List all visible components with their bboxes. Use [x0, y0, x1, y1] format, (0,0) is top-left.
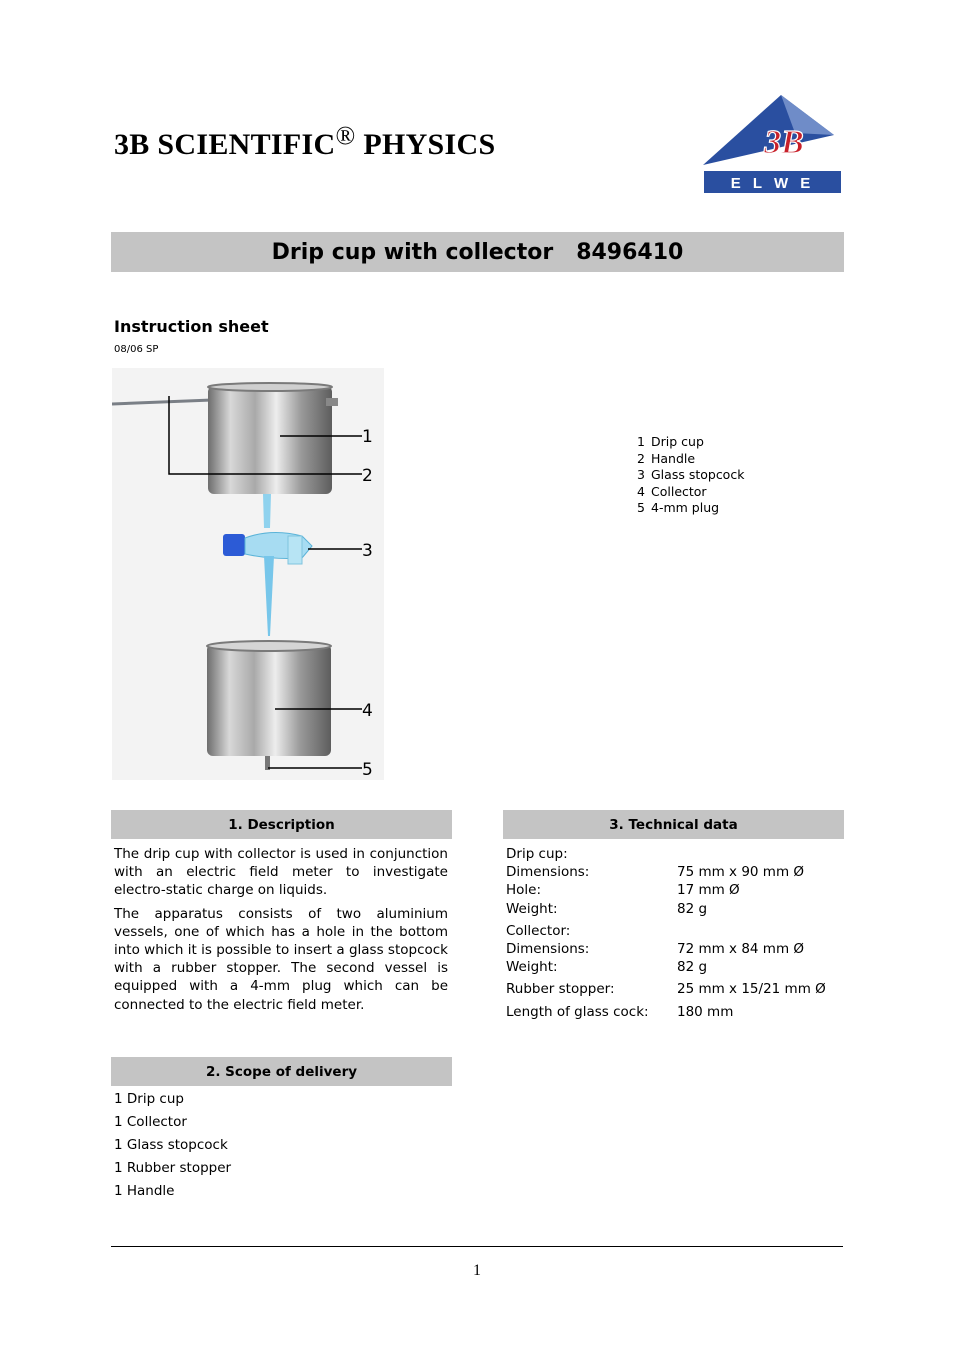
description-body	[114, 845, 448, 1014]
revision-date: 08/06 SP	[114, 344, 159, 355]
tech-row: Hole: 17 mm Ø	[506, 882, 740, 899]
list-item: 1 Handle	[114, 1183, 175, 1199]
technical-data	[506, 845, 840, 1021]
legend-item: 3 Glass stopcock	[637, 467, 745, 483]
legend-item: 1 Drip cup	[637, 434, 704, 449]
description-heading: 1. Description	[111, 810, 452, 839]
title-bar	[111, 232, 844, 272]
technical-heading: 3. Technical data	[503, 810, 844, 839]
page-number: 1	[473, 1262, 481, 1279]
apparatus-figure	[112, 368, 384, 780]
legend-item: 2 Handle	[637, 450, 696, 466]
tech-row: Dimensions: 72 mm x 84 mm Ø	[506, 941, 805, 958]
product-title: Drip cup with collector	[271, 239, 554, 265]
callout-3: 3	[362, 541, 373, 561]
tech-row: Rubber stopper: 25 mm x 15/21 mm Ø	[506, 981, 826, 998]
logo-elwe-text: E L W E	[730, 175, 815, 192]
brand-suffix: PHYSICS	[355, 128, 496, 161]
brand-name: 3B SCIENTIFIC	[114, 128, 336, 161]
callout-2: 2	[362, 466, 373, 486]
3b-elwe-logo	[703, 95, 842, 195]
scope-heading: 2. Scope of delivery	[111, 1057, 452, 1086]
brand-title	[114, 121, 496, 162]
scope-list	[114, 1090, 231, 1205]
legend-item: 5 4-mm plug	[637, 500, 720, 516]
footer-divider	[111, 1246, 843, 1247]
list-item: 1 Glass stopcock	[114, 1137, 228, 1153]
parts-legend	[637, 434, 744, 517]
description-paragraph: The apparatus consists of two aluminium vessels, one of which has a hole in the bottom into which it is possible to insert a glass stopcock with a rubber stopper. The second vessel is equipped with a 4-mm plug which can be connected to the electric field meter.	[114, 905, 448, 1013]
tech-group-label: Collector:	[506, 922, 571, 939]
callout-4: 4	[362, 701, 373, 721]
product-number: 8496410	[576, 239, 684, 265]
callout-1: 1	[362, 427, 373, 447]
tech-row: Weight: 82 g	[506, 959, 708, 976]
description-paragraph: The drip cup with collector is used in conjunction with an electric field meter to investigate electro-static charge on liquids.	[114, 846, 448, 899]
collector-shape	[207, 641, 331, 770]
list-item: 1 Drip cup	[114, 1091, 184, 1107]
legend-item: 4 Collector	[637, 483, 707, 499]
list-item: 1 Collector	[114, 1114, 187, 1130]
tech-row: Weight: 82 g	[506, 900, 708, 917]
instruction-heading: Instruction sheet	[114, 317, 269, 336]
logo-mark: 3B	[764, 124, 804, 161]
callout-5: 5	[362, 760, 373, 780]
tech-group-label: Drip cup:	[506, 846, 568, 862]
list-item: 1 Rubber stopper	[114, 1160, 232, 1176]
tech-row: Length of glass cock: 180 mm	[506, 1003, 734, 1020]
tech-row: Dimensions: 75 mm x 90 mm Ø	[506, 864, 805, 881]
drip-cup-shape	[208, 383, 338, 494]
registered-mark: ®	[335, 121, 356, 150]
